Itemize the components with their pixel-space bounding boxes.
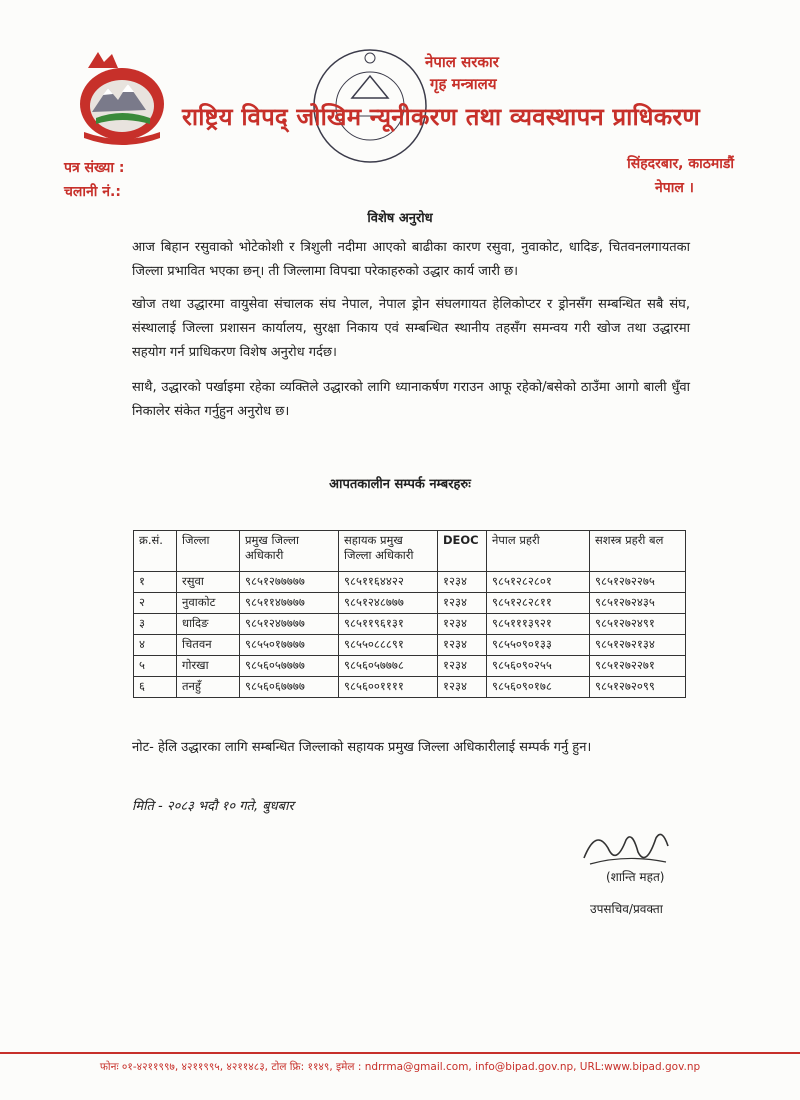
- cell-cdo: ९८५१२७७७७७: [240, 572, 339, 593]
- cell-serial: ३: [134, 614, 177, 635]
- cell-nepal-police: ९८५१२८२८११: [487, 593, 590, 614]
- table-row: [134, 656, 686, 677]
- cell-nepal-police: ९८५५०९०१३३: [487, 635, 590, 656]
- reference-number-label: पत्र संख्या :: [64, 160, 125, 176]
- cell-acdo: ९८५१२४८७७७: [339, 593, 438, 614]
- cell-cdo: ९८५५०१७७७७: [240, 635, 339, 656]
- cell-serial: ६: [134, 677, 177, 698]
- cell-deoc: १२३४: [438, 593, 487, 614]
- column-header-nepal-police: नेपाल प्रहरी: [487, 531, 590, 572]
- table-row: [134, 572, 686, 593]
- signer-designation: उपसचिव/प्रवक्ता: [590, 902, 663, 916]
- column-header-serial: क्र.सं.: [134, 531, 177, 572]
- cell-serial: ५: [134, 656, 177, 677]
- cell-apf: ९८५१२७२४९१: [590, 614, 686, 635]
- cell-apf: ९८५१२७२०९९: [590, 677, 686, 698]
- cell-nepal-police: ९८५६०९०१७८: [487, 677, 590, 698]
- cell-district: नुवाकोट: [177, 593, 240, 614]
- cell-acdo: ९८५११६४४२२: [339, 572, 438, 593]
- column-header-acdo: सहायक प्रमुख जिल्ला अधिकारी: [339, 531, 438, 572]
- cell-nepal-police: ९८५६०९०२५५: [487, 656, 590, 677]
- cell-district: गोरखा: [177, 656, 240, 677]
- office-location: सिंहदरबार, काठमाडौं: [627, 156, 734, 172]
- cell-cdo: ९८५६०६७७७७: [240, 677, 339, 698]
- cell-deoc: १२३४: [438, 614, 487, 635]
- cell-serial: २: [134, 593, 177, 614]
- cell-deoc: १२३४: [438, 572, 487, 593]
- letter-subject: विशेष अनुरोध: [367, 211, 433, 226]
- body-paragraph-1: आज बिहान रसुवाको भोटेकोशी र त्रिशुली नदीमा आएको बाढीका कारण रसुवा, नुवाकोट, धादिङ, चितवनलगायतका जिल्ला प्रभावित भएका छन्। ती जिल्लामा विपद्मा परेकाहरुको उद्धार कार्य जारी छ।: [132, 240, 690, 279]
- cell-acdo: ९८५५०८८८९१: [339, 635, 438, 656]
- cell-apf: ९८५१२७२२७१: [590, 656, 686, 677]
- footer-divider: [0, 1052, 800, 1054]
- cell-deoc: १२३४: [438, 656, 487, 677]
- column-header-apf: सशस्त्र प्रहरी बल: [590, 531, 686, 572]
- contacts-heading: आपतकालीन सम्पर्क नम्बरहरुः: [329, 477, 471, 492]
- cell-apf: ९८५१२७२४३५: [590, 593, 686, 614]
- cell-nepal-police: ९८५१२८२८०१: [487, 572, 590, 593]
- column-header-cdo: प्रमुख जिल्ला अधिकारी: [240, 531, 339, 572]
- government-name: नेपाल सरकार: [425, 53, 499, 71]
- cell-apf: ९८५१२७२२७५: [590, 572, 686, 593]
- cell-district: चितवन: [177, 635, 240, 656]
- cell-district: तनहुँ: [177, 677, 240, 698]
- cell-cdo: ९८५१२४७७७७: [240, 614, 339, 635]
- ministry-name: गृह मन्त्रालय: [430, 75, 497, 93]
- cell-cdo: ९८५११४७७७७: [240, 593, 339, 614]
- organization-title: राष्ट्रिय विपद् जोखिम न्यूनीकरण तथा व्यवस्थापन प्राधिकरण: [182, 103, 700, 131]
- cell-cdo: ९८५६०५७७७७: [240, 656, 339, 677]
- table-row: [134, 614, 686, 635]
- table-row: [134, 635, 686, 656]
- signer-name: (शान्ति महत): [606, 870, 665, 884]
- cell-apf: ९८५१२७२१३४: [590, 635, 686, 656]
- table-header-row: [134, 531, 686, 572]
- footer-contact-info: फोनः ०१-४२११९९७, ४२११९९५, ४२११४८३, टोल फ्रि: ११४९, इमेल : ndrrma@gmail.com, info@bipad.gov.np, URL:www.bipad.gov.np: [99, 1061, 701, 1073]
- letter-date: मिति - २०८३ भदौ १० गते, बुधबार: [132, 799, 294, 814]
- cell-acdo: ९८५६००११११: [339, 677, 438, 698]
- cell-nepal-police: ९८५१११३९२१: [487, 614, 590, 635]
- cell-district: धादिङ: [177, 614, 240, 635]
- cell-acdo: ९८५११९६१३१: [339, 614, 438, 635]
- table-row: [134, 677, 686, 698]
- body-paragraph-3: साथै, उद्धारको पर्खाइमा रहेका व्यक्तिले उद्धारको लागि ध्यानाकर्षण गराउन आफू रहेको/बसेको ठाउँमा आगो बाली धुँवा निकालेर संकेत गर्नुहुन अनुरोध छ।: [132, 380, 690, 419]
- cell-serial: ४: [134, 635, 177, 656]
- office-country: नेपाल ।: [654, 180, 694, 196]
- cell-serial: १: [134, 572, 177, 593]
- contacts-table: [133, 530, 686, 698]
- cell-district: रसुवा: [177, 572, 240, 593]
- table-row: [134, 593, 686, 614]
- body-paragraph-2: खोज तथा उद्धारमा वायुसेवा संचालक संघ नेपाल, नेपाल ड्रोन संघलगायत हेलिकोप्टर र ड्रोनसँग सम्बन्धित सबै संघ, संस्थालाई जिल्ला प्रशासन कार्यालय, सुरक्षा निकाय एवं सम्बन्धित स्थानीय तहसँग समन्वय गरी खोज तथा उद्धारमा सहयोग गर्न प्राधिकरण विशेष अनुरोध गर्दछ।: [132, 297, 690, 360]
- table-note: नोट- हेलि उद्धारका लागि सम्बन्धित जिल्लाको सहायक प्रमुख जिल्ला अधिकारीलाई सम्पर्क गर्नु हुन।: [132, 740, 592, 755]
- column-header-deoc: DEOC: [438, 531, 487, 572]
- cell-deoc: १२३४: [438, 677, 487, 698]
- cell-deoc: १२३४: [438, 635, 487, 656]
- column-header-district: जिल्ला: [177, 531, 240, 572]
- nepal-emblem-logo: [68, 48, 176, 148]
- dispatch-number-label: चलानी नं.:: [64, 184, 121, 200]
- cell-acdo: ९८५६०५७७७८: [339, 656, 438, 677]
